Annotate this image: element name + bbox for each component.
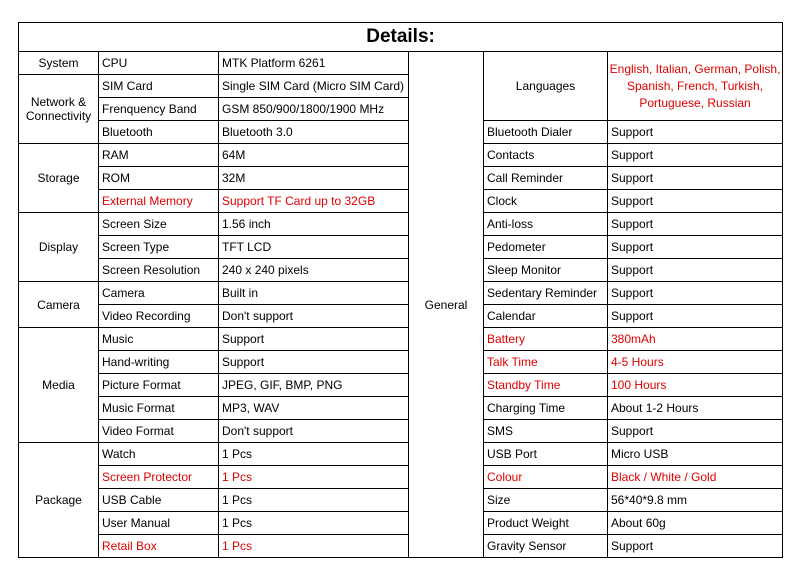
table-row [19, 328, 783, 351]
spec-name: SMS [484, 420, 608, 443]
spec-value: Bluetooth 3.0 [219, 121, 409, 144]
spec-name: Charging Time [484, 397, 608, 420]
spec-name: Talk Time [484, 351, 608, 374]
spec-name: Pedometer [484, 236, 608, 259]
spec-name: Battery [484, 328, 608, 351]
spec-name: ROM [99, 167, 219, 190]
spec-name: Calendar [484, 305, 608, 328]
spec-value: 240 x 240 pixels [219, 259, 409, 282]
category-storage: Storage [19, 144, 99, 213]
category-display: Display [19, 213, 99, 282]
category-package: Package [19, 443, 99, 558]
spec-value: Support [608, 236, 783, 259]
spec-value: Black / White / Gold [608, 466, 783, 489]
spec-value: Don't support [219, 305, 409, 328]
table-row [19, 535, 783, 558]
spec-value: Support [608, 190, 783, 213]
spec-value: Support [608, 420, 783, 443]
spec-name: Sleep Monitor [484, 259, 608, 282]
spec-value: 1 Pcs [219, 489, 409, 512]
category-system: System [19, 52, 99, 75]
spec-name: Screen Size [99, 213, 219, 236]
spec-name: Bluetooth [99, 121, 219, 144]
category-general: General [409, 52, 484, 558]
spec-value: 56*40*9.8 mm [608, 489, 783, 512]
spec-value: 1 Pcs [219, 535, 409, 558]
table-row [19, 282, 783, 305]
spec-value: MP3, WAV [219, 397, 409, 420]
spec-name: Screen Protector [99, 466, 219, 489]
spec-value: 100 Hours [608, 374, 783, 397]
title-row [19, 23, 783, 52]
table-row [19, 512, 783, 535]
table-row [19, 52, 783, 75]
spec-name: Clock [484, 190, 608, 213]
spec-name: Music [99, 328, 219, 351]
spec-value: 1.56 inch [219, 213, 409, 236]
table-row [19, 236, 783, 259]
category-camera: Camera [19, 282, 99, 328]
spec-name: RAM [99, 144, 219, 167]
spec-name: Sedentary Reminder [484, 282, 608, 305]
spec-value: Don't support [219, 420, 409, 443]
spec-value: 4-5 Hours [608, 351, 783, 374]
spec-name: Retail Box [99, 535, 219, 558]
spec-value: Support [608, 144, 783, 167]
table-row [19, 190, 783, 213]
spec-name: Screen Resolution [99, 259, 219, 282]
table-row [19, 466, 783, 489]
spec-name: Anti-loss [484, 213, 608, 236]
spec-value: Support [608, 259, 783, 282]
spec-name: Bluetooth Dialer [484, 121, 608, 144]
spec-value: Micro USB [608, 443, 783, 466]
spec-value: Built in [219, 282, 409, 305]
page-title: Details: [19, 23, 783, 52]
table-row [19, 305, 783, 328]
spec-name: Frenquency Band [99, 98, 219, 121]
spec-name: Colour [484, 466, 608, 489]
spec-value: 64M [219, 144, 409, 167]
spec-name: CPU [99, 52, 219, 75]
spec-value: About 60g [608, 512, 783, 535]
spec-name: External Memory [99, 190, 219, 213]
spec-value: 32M [219, 167, 409, 190]
spec-value: 1 Pcs [219, 466, 409, 489]
spec-name: SIM Card [99, 75, 219, 98]
table-row [19, 443, 783, 466]
spec-name: Standby Time [484, 374, 608, 397]
spec-name: USB Port [484, 443, 608, 466]
languages-name: Languages [484, 52, 608, 121]
spec-name: Hand-writing [99, 351, 219, 374]
spec-value: Support [608, 282, 783, 305]
spec-name: Product Weight [484, 512, 608, 535]
table-row [19, 374, 783, 397]
category-media: Media [19, 328, 99, 443]
spec-name: Video Format [99, 420, 219, 443]
table-row [19, 167, 783, 190]
spec-name: Watch [99, 443, 219, 466]
spec-name: Screen Type [99, 236, 219, 259]
spec-value: Support [608, 535, 783, 558]
table-row [19, 420, 783, 443]
table-row [19, 397, 783, 420]
spec-value: 380mAh [608, 328, 783, 351]
spec-value: 1 Pcs [219, 443, 409, 466]
spec-value: GSM 850/900/1800/1900 MHz [219, 98, 409, 121]
spec-value: Single SIM Card (Micro SIM Card) [219, 75, 409, 98]
table-row [19, 489, 783, 512]
spec-name: Picture Format [99, 374, 219, 397]
spec-value: Support [608, 305, 783, 328]
spec-value: TFT LCD [219, 236, 409, 259]
spec-name: Size [484, 489, 608, 512]
spec-value: Support [608, 167, 783, 190]
table-row [19, 121, 783, 144]
spec-name: Gravity Sensor [484, 535, 608, 558]
spec-value: JPEG, GIF, BMP, PNG [219, 374, 409, 397]
table-row [19, 351, 783, 374]
spec-value: Support [608, 213, 783, 236]
spec-name: Video Recording [99, 305, 219, 328]
category-network: Network & Connectivity [19, 75, 99, 144]
spec-value: Support TF Card up to 32GB [219, 190, 409, 213]
spec-table [18, 22, 783, 558]
table-row [19, 144, 783, 167]
spec-name: User Manual [99, 512, 219, 535]
spec-value: Support [219, 351, 409, 374]
table-row [19, 259, 783, 282]
spec-value: 1 Pcs [219, 512, 409, 535]
spec-name: Call Reminder [484, 167, 608, 190]
spec-value: Support [608, 121, 783, 144]
spec-name: Music Format [99, 397, 219, 420]
spec-value: About 1-2 Hours [608, 397, 783, 420]
spec-value: MTK Platform 6261 [219, 52, 409, 75]
spec-name: USB Cable [99, 489, 219, 512]
spec-name: Camera [99, 282, 219, 305]
spec-value: Support [219, 328, 409, 351]
spec-name: Contacts [484, 144, 608, 167]
languages-value: English, Italian, German, Polish, Spanish, French, Turkish, Portuguese, Russian [608, 52, 783, 121]
table-row [19, 213, 783, 236]
